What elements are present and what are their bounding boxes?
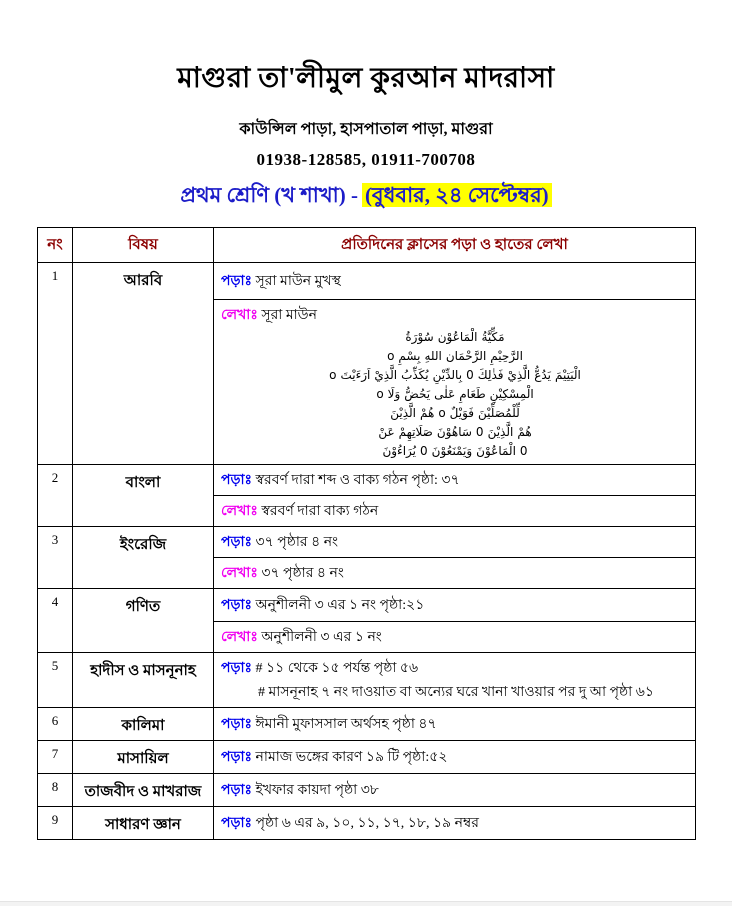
read-cell <box>214 774 696 807</box>
row-number-cell: 9 <box>38 807 73 840</box>
row-number-cell: 6 <box>38 708 73 741</box>
subject-cell: বাংলা <box>73 465 214 527</box>
arabic-word: سُوْرَةُ <box>405 330 434 344</box>
arabic-word: اللهِ <box>424 349 442 363</box>
arabic-word: يَحُضُّ <box>404 387 431 401</box>
read-cell <box>214 465 696 496</box>
arabic-word: الَّذِيْنَ <box>487 425 514 439</box>
arabic-word: فَذٰلِكَ <box>477 368 504 382</box>
read-text: ইখফার কায়দা পৃষ্ঠা ৩৮ <box>255 783 379 798</box>
arabic-line <box>221 442 689 461</box>
write-label: লেখাঃ <box>221 504 258 519</box>
table-row <box>38 708 696 741</box>
subject-cell: হাদীস ও মাসনূনাহ <box>73 653 214 708</box>
arabic-line <box>221 404 689 423</box>
row-number-cell: 5 <box>38 653 73 708</box>
arabic-word: الْيَتِيْمَ <box>555 368 581 382</box>
arabic-word: o <box>329 368 337 382</box>
read-text: সূরা মাউন মুখস্থ <box>255 274 341 289</box>
arabic-word: o <box>387 349 395 363</box>
arabic-word: وَلَا <box>387 387 401 401</box>
subject-cell: মাসায়িল <box>73 741 214 774</box>
table-row <box>38 465 696 496</box>
read-label: পড়াঃ <box>221 783 253 798</box>
write-cell <box>214 496 696 527</box>
read-label: পড়াঃ <box>221 750 253 765</box>
arabic-word: طَعَامِ <box>459 387 486 401</box>
read-cell <box>214 741 696 774</box>
row-number-cell: 2 <box>38 465 73 527</box>
arabic-word: فَوَيْلٌ <box>449 406 475 420</box>
arabic-word: الرَّحِيْمِ <box>490 349 523 363</box>
write-cell <box>214 622 696 653</box>
read-label: পড়াঃ <box>221 473 253 488</box>
address-line: কাউন্সিল পাড়া, হাসপাতাল পাড়া, মাগুরা <box>239 121 493 138</box>
read-cell <box>214 589 696 622</box>
arabic-word: 0 <box>420 444 428 458</box>
arabic-line <box>221 423 689 442</box>
write-text: স্বরবর্ণ দারা বাক্য গঠন <box>261 504 379 519</box>
arabic-word: 0 <box>519 444 528 458</box>
subject-cell: তাজবীদ ও মাখরাজ <box>73 774 214 807</box>
arabic-word: وَيَمْنَعُوْنَ <box>431 444 473 458</box>
arabic-word: عَلٰى <box>434 387 456 401</box>
read-text: পৃষ্ঠা ৬ এর ৯, ১০, ১১, ১৭, ১৮, ১৯ নম্বর <box>255 816 479 831</box>
read-label: পড়াঃ <box>221 274 253 289</box>
arabic-word: الَّذِيْ <box>374 368 398 382</box>
row-number-cell: 3 <box>38 527 73 589</box>
arabic-word: بِالدِّيْنِ <box>432 368 463 382</box>
arabic-word: o <box>376 387 384 401</box>
arabic-word: عَنْ <box>378 425 395 439</box>
arabic-word: اَرَءَيْتَ <box>340 368 371 382</box>
arabic-word: الَّذِيْنَ <box>390 406 416 420</box>
class-section-label: প্রথম শ্রেণি (খ শাখা) - <box>180 183 358 207</box>
row-number-cell: 1 <box>38 263 73 465</box>
read-text: # ১১ থেকে ১৫ পর্যন্ত পৃষ্ঠা ৫৬ <box>255 661 419 676</box>
arabic-word: سَاهُوْنَ <box>436 425 472 439</box>
write-label: লেখাঃ <box>221 308 258 323</box>
col-header-subject: বিষয় <box>73 228 214 263</box>
page-title: মাগুরা তা'লীমুল কুরআন মাদরাসা <box>177 63 555 94</box>
read-cell <box>214 653 696 708</box>
arabic-word: الْمِسْكِيْنِ <box>489 387 534 401</box>
read-text-line2: # মাসনূনাহ ৭ নং দাওয়াত বা অন্যের ঘরে খানা খাওয়ার পর দু আ পৃষ্ঠা ৬১ <box>258 685 654 700</box>
read-text: ঈমানী মুফাসসাল অর্থসহ পৃষ্ঠা ৪৭ <box>255 717 437 732</box>
read-label: পড়াঃ <box>221 598 253 613</box>
arabic-word: الْمَاعُوْن <box>437 330 478 344</box>
arabic-word: o <box>438 406 446 420</box>
phone-numbers: 01938-128585, 01911-700708 <box>256 150 476 169</box>
lesson-table <box>37 227 696 840</box>
arabic-word: الرَّحْمَان <box>445 349 487 363</box>
page-edge <box>0 901 732 906</box>
row-number-cell: 4 <box>38 589 73 653</box>
arabic-line <box>221 328 689 347</box>
class-date-line <box>0 179 732 214</box>
col-header-lesson: প্রতিদিনের ক্লাসের পড়া ও হাতের লেখা <box>214 228 696 263</box>
read-cell <box>214 708 696 741</box>
write-label: লেখাঃ <box>221 630 258 645</box>
table-row <box>38 527 696 558</box>
arabic-word: 0 <box>475 425 484 439</box>
arabic-word: 0 <box>466 368 474 382</box>
subject-cell: কালিমা <box>73 708 214 741</box>
table-row <box>38 741 696 774</box>
arabic-word: الَّذِيْ <box>507 368 531 382</box>
row-number-cell: 8 <box>38 774 73 807</box>
arabic-word: يُرَاءُوْنَ <box>382 444 416 458</box>
read-text: নামাজ ভঙ্গের কারণ ১৯ টি পৃষ্ঠা:৫২ <box>255 750 448 765</box>
read-text: অনুশীলনী ৩ এর ১ নং পৃষ্ঠা:২১ <box>255 598 425 613</box>
read-label: পড়াঃ <box>221 535 253 550</box>
read-text: স্বরবর্ণ দারা শব্দ ও বাক্য গঠন পৃষ্ঠা: ৩৭ <box>255 473 460 488</box>
arabic-surah-block <box>221 328 689 461</box>
arabic-word: بِسْمِ <box>398 349 421 363</box>
write-text: ৩৭ পৃষ্ঠার ৪ নং <box>261 566 344 581</box>
read-text: ৩৭ পৃষ্ঠার ৪ নং <box>255 535 339 550</box>
arabic-word: لِّلْمُصَلِّيْنَ <box>478 406 520 420</box>
arabic-word: هُمْ <box>420 406 435 420</box>
read-label: পড়াঃ <box>221 717 253 732</box>
table-row <box>38 263 696 300</box>
write-label: লেখাঃ <box>221 566 258 581</box>
table-row <box>38 589 696 622</box>
read-cell <box>214 527 696 558</box>
write-text: সূরা মাউন <box>261 308 317 323</box>
arabic-line <box>221 385 689 404</box>
subject-cell: সাধারণ জ্ঞান <box>73 807 214 840</box>
read-label: পড়াঃ <box>221 661 253 676</box>
date-highlight: (বুধবার, ২৪ সেপ্টেম্বর) <box>362 183 552 207</box>
arabic-word: مَكِّيَّةُ <box>481 330 505 344</box>
col-header-no: নং <box>38 228 73 263</box>
table-row <box>38 653 696 708</box>
read-cell <box>214 263 696 300</box>
arabic-line <box>221 347 689 366</box>
subject-cell: আরবি <box>73 263 214 465</box>
subject-cell: ইংরেজি <box>73 527 214 589</box>
read-label: পড়াঃ <box>221 816 253 831</box>
write-cell <box>214 558 696 589</box>
arabic-word: هُمْ <box>517 425 532 439</box>
row-number-cell: 7 <box>38 741 73 774</box>
arabic-word: يُكَذِّبُ <box>401 368 429 382</box>
arabic-word: يَدُعُّ <box>534 368 552 382</box>
write-cell <box>214 300 696 465</box>
arabic-word: الْمَاعُوْنَ <box>476 444 516 458</box>
subject-cell: গণিত <box>73 589 214 653</box>
write-text: অনুশীলনী ৩ এর ১ নং <box>261 630 382 645</box>
arabic-line <box>221 366 689 385</box>
table-row <box>38 807 696 840</box>
table-row <box>38 774 696 807</box>
read-cell <box>214 807 696 840</box>
table-header-row <box>38 228 696 263</box>
arabic-word: صَلَاتِهِمْ <box>398 425 433 439</box>
